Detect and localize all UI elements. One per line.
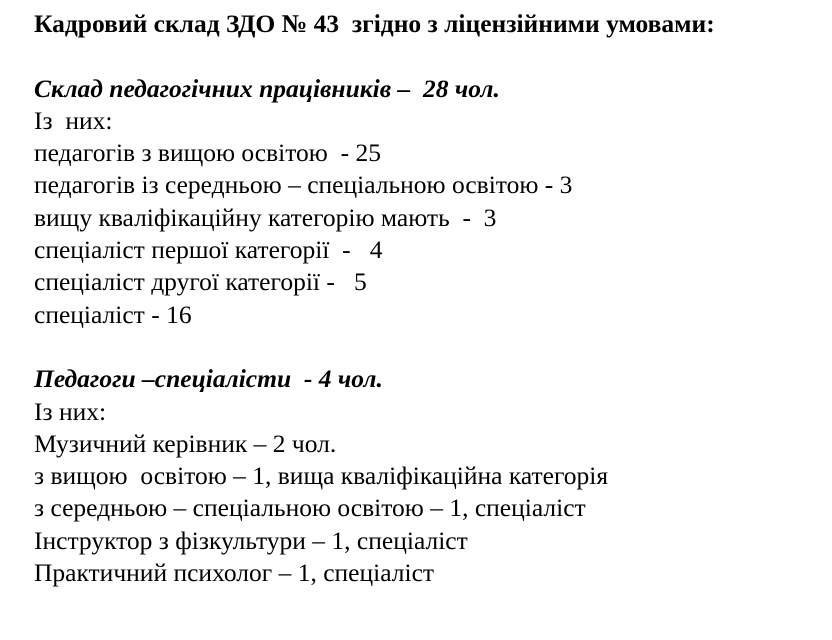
section1-line: спеціаліст першої категорії - 4 — [34, 235, 383, 265]
spacer — [34, 40, 824, 72]
section1-line: педагогів з вищою освітою - 25 — [34, 138, 381, 168]
section2-line: Інструктор з фізкультури – 1, спеціаліст — [34, 525, 468, 555]
section1-line: спеціаліст другої категорії - 5 — [34, 267, 367, 297]
spacer — [34, 331, 824, 363]
section1-line: спеціаліст - 16 — [34, 299, 192, 329]
document-page — [34, 8, 824, 589]
section2-line: Із них: — [34, 396, 107, 426]
section1-line: Із них: — [34, 105, 113, 135]
section2-line: Практичний психолог – 1, спеціаліст — [34, 558, 435, 588]
document-title: Кадровий склад ЗДО № 43 згідно з ліцензійними умовами: — [34, 9, 715, 38]
section2-line: з середньою – спеціальною освітою – 1, спеціаліст — [34, 493, 586, 523]
section2-heading: Педагоги –спеціалісти - 4 чол. — [34, 364, 383, 394]
section2-line: з вищою освітою – 1, вища кваліфікаційна категорія — [34, 461, 609, 491]
section2-line: Музичний керівник – 2 чол. — [34, 428, 337, 458]
section1-line: педагогів із середньою – спеціальною освітою - 3 — [34, 170, 573, 200]
section1-heading: Склад педагогічних працівників – 28 чол. — [34, 73, 500, 103]
section1-line: вищу кваліфікаційну категорію мають - 3 — [34, 202, 497, 232]
